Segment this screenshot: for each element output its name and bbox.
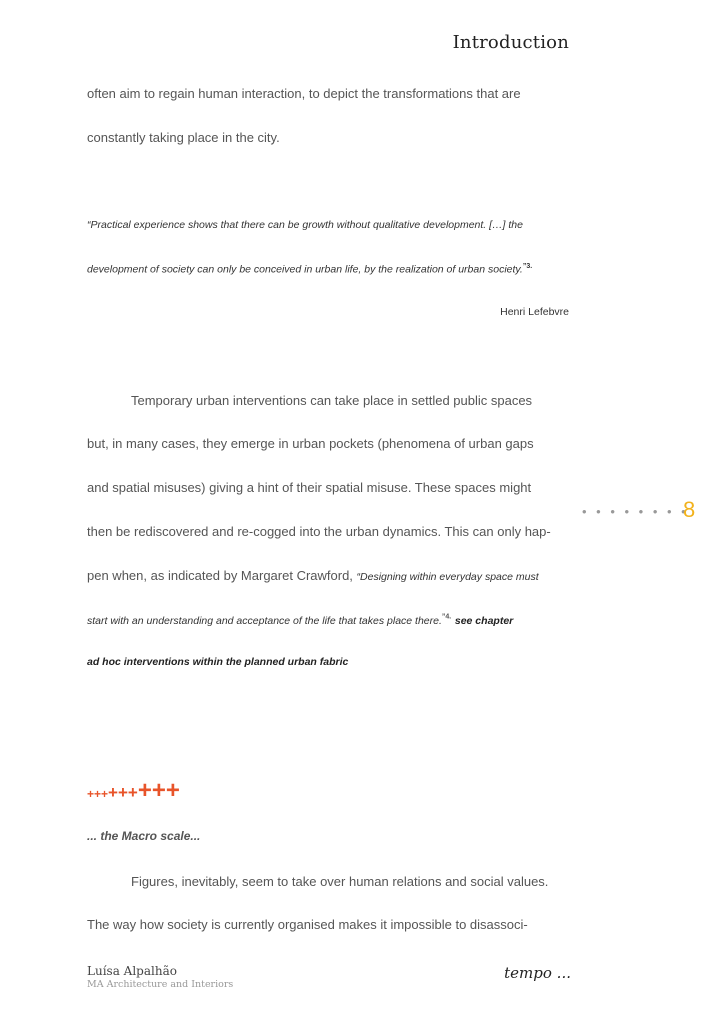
page-number: 8 [683,497,696,522]
body-text-line [87,612,513,627]
body-text-line: often aim to regain human interaction, to depict the transformations that are [87,86,521,101]
footer-program: MA Architecture and Interiors [87,979,234,990]
chapter-reference: ad hoc interventions within the planned urban fabric [87,656,349,668]
footnote-marker: ”3. [522,263,533,270]
footer-author: Luísa Alpalhão [87,964,177,978]
body-text-line: Figures, inevitably, seem to take over human relations and social values. [131,874,549,889]
body-text-line: and spatial misuses) giving a hint of their spatial misuse. These spaces might [87,480,532,495]
body-text-line [87,568,539,583]
quote-author: Henri Lefebvre [500,306,569,318]
plus-medium: +++ [108,783,138,802]
plus-ornament [87,779,180,803]
page-header-title: Introduction [452,32,569,53]
quote-text: development of society can only be conceived in urban life, by the realization of urban society. [87,263,523,276]
chapter-reference: see chapter [454,615,514,627]
section-heading: ... the Macro scale... [87,829,201,843]
footer-tempo: tempo ... [504,964,571,982]
quote-line: “Practical experience shows that there can be growth without qualitative development. […] the [87,219,523,231]
inline-quote: “Designing within everyday space must [356,571,539,583]
body-text-line: constantly taking place in the city. [87,130,280,145]
margin-dots: • • • • • • • • [582,504,689,519]
quote-line [87,263,532,276]
footnote-marker: ”4. [441,613,452,621]
inline-quote: start with an understanding and acceptance of the life that takes place there. [87,615,442,627]
plus-large: +++ [137,777,180,804]
body-text-line: Temporary urban interventions can take place in settled public spaces [131,393,533,408]
plus-small: +++ [87,787,109,801]
body-text-line: The way how society is currently organised makes it impossible to disassoci- [87,917,528,932]
body-text-line: then be rediscovered and re-cogged into the urban dynamics. This can only hap- [87,524,551,539]
body-text-line: but, in many cases, they emerge in urban pockets (phenomena of urban gaps [87,436,534,451]
body-text: pen when, as indicated by Margaret Crawford, [87,568,353,583]
